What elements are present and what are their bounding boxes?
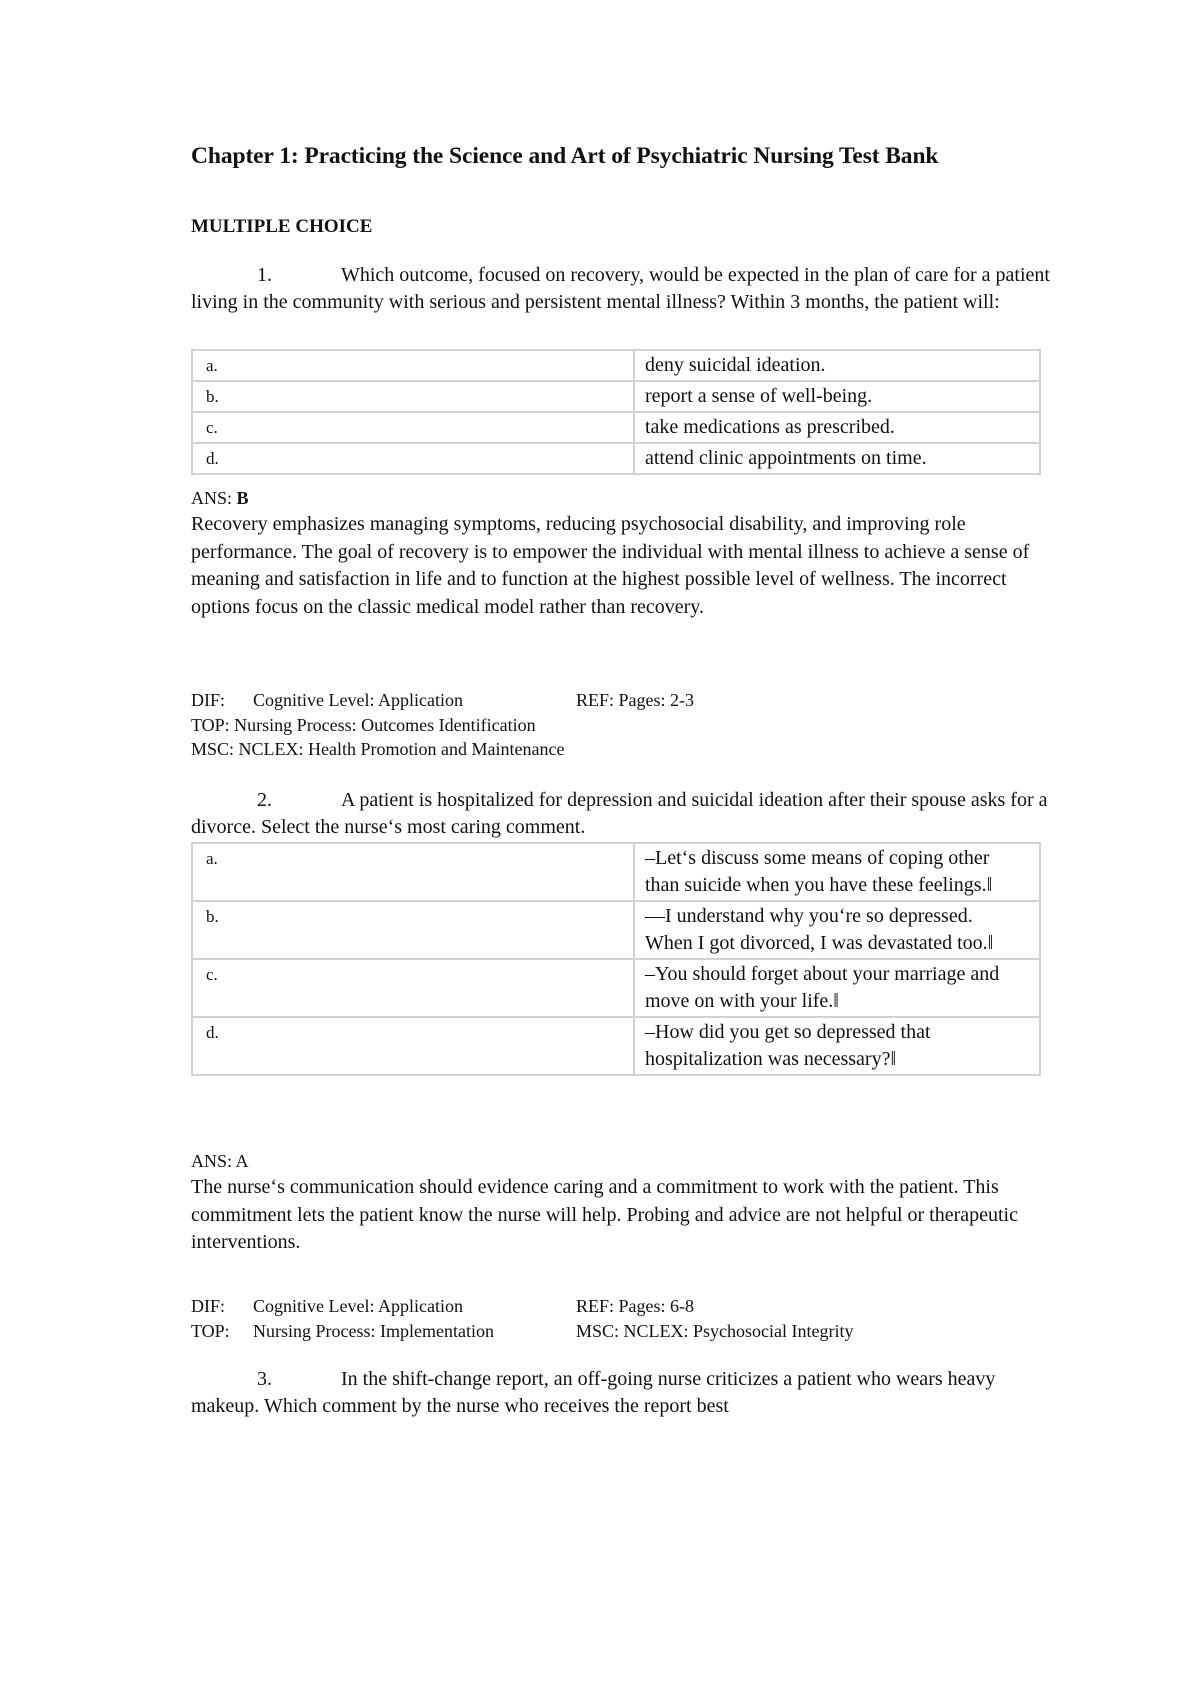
option-row	[192, 1017, 1040, 1075]
msc-value: MSC: NCLEX: Psychosocial Integrity	[576, 1320, 854, 1341]
question-1-text: Which outcome, focused on recovery, would be expected in the plan of care for a patient living in the community with serious and persistent mental illness? Within 3 months, the patient will:	[191, 264, 1050, 313]
option-letter: a.	[192, 843, 634, 901]
question-3-stem	[191, 1366, 1051, 1420]
question-2-text: A patient is hospitalized for depression and suicidal ideation after their spouse asks for a divorce. Select the nurse‘s most caring comment.	[191, 789, 1048, 838]
answer-value: A	[235, 1151, 249, 1171]
answer-label: ANS:	[191, 488, 233, 508]
option-row	[192, 843, 1040, 901]
top-label: TOP:	[191, 1320, 230, 1341]
option-text: deny suicidal ideation.	[634, 350, 1040, 381]
chapter-title: Chapter 1: Practicing the Science and Art of Psychiatric Nursing Test Bank	[191, 143, 939, 169]
option-letter: c.	[192, 959, 634, 1017]
option-text: –How did you get so depressed that hospitalization was necessary?‖	[634, 1017, 1040, 1075]
option-letter: c.	[192, 412, 634, 443]
top-value: Nursing Process: Implementation	[253, 1320, 494, 1341]
question-2-stem	[191, 787, 1051, 841]
option-letter: b.	[192, 901, 634, 959]
option-text: –You should forget about your marriage and move on with your life.‖	[634, 959, 1040, 1017]
option-text: take medications as prescribed.	[634, 412, 1040, 443]
option-row	[192, 381, 1040, 412]
question-2-answer	[191, 1151, 249, 1172]
question-1-stem	[191, 262, 1051, 316]
option-text: –Let‘s discuss some means of coping other than suicide when you have these feelings.‖	[634, 843, 1040, 901]
question-3-text: In the shift-change report, an off-going nurse criticizes a patient who wears heavy makeup. Which comment by the nurse who receives the report best	[191, 1368, 996, 1417]
dif-value: Cognitive Level: Application	[253, 1296, 463, 1316]
question-1-options	[191, 349, 1041, 475]
top-value: TOP: Nursing Process: Outcomes Identification	[191, 714, 536, 735]
msc-value: MSC: NCLEX: Health Promotion and Maintenance	[191, 739, 565, 759]
option-text: attend clinic appointments on time.	[634, 443, 1040, 474]
option-text: ―I understand why you‘re so depressed. When I got divorced, I was devastated too.‖	[634, 901, 1040, 959]
question-2-rationale: The nurse‘s communication should evidence caring and a commitment to work with the patient. This commitment lets the patient know the nurse will help. Probing and advice are not helpful or therapeutic interventions.	[191, 1176, 1018, 1253]
option-letter: d.	[192, 1017, 634, 1075]
option-letter: a.	[192, 350, 634, 381]
question-1-rationale: Recovery emphasizes managing symptoms, reducing psychosocial disability, and improving role performance. The goal of recovery is to empower the individual with mental illness to achieve a sense of meaning and satisfaction in life and to function at the highest possible level of wellness. The incorrect options focus on the classic medical model rather than recovery.	[191, 513, 1030, 618]
question-2-options	[191, 842, 1041, 1076]
dif-label: DIF:	[191, 690, 226, 710]
option-row	[192, 901, 1040, 959]
option-row	[192, 959, 1040, 1017]
dif-value: Cognitive Level: Application	[253, 690, 463, 710]
question-2-number: 2.	[257, 789, 272, 811]
option-text: report a sense of well-being.	[634, 381, 1040, 412]
answer-label: ANS:	[191, 1151, 233, 1171]
option-letter: d.	[192, 443, 634, 474]
option-letter: b.	[192, 381, 634, 412]
question-1-number: 1.	[257, 264, 272, 286]
option-row	[192, 412, 1040, 443]
question-1-answer	[191, 488, 249, 509]
answer-value: B	[236, 488, 249, 508]
ref-value: REF: Pages: 6-8	[576, 1296, 695, 1316]
option-row	[192, 443, 1040, 474]
question-3-number: 3.	[257, 1368, 272, 1390]
ref-value: REF: Pages: 2-3	[576, 690, 695, 710]
option-row	[192, 350, 1040, 381]
section-heading: MULTIPLE CHOICE	[191, 216, 373, 237]
dif-label: DIF:	[191, 1296, 226, 1316]
